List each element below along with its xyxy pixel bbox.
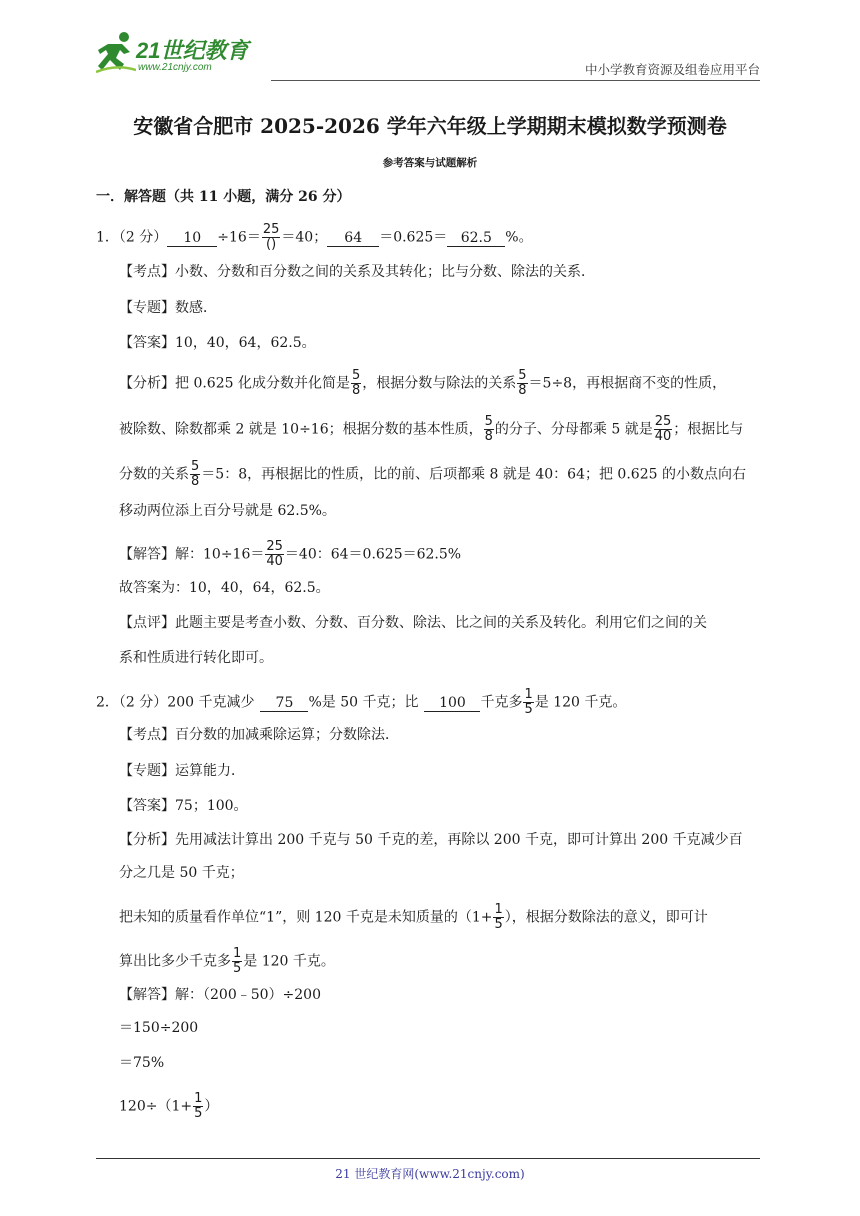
- question-text: ＝0.625＝: [379, 229, 448, 246]
- fraction: $\frac{1}{5}$: [494, 902, 503, 932]
- fenxi-line-1: 【分析】把 0.625 化成分数并化简是 $\frac{5}{8}$ ，根据分数与除法的关系 $\frac{5}{8}$ ＝5÷8，再根据商不变的性质，: [119, 368, 727, 398]
- question-text: ÷16＝: [217, 229, 261, 246]
- brand-logo: [96, 30, 266, 78]
- calc-step: ＝75%: [119, 1055, 165, 1071]
- jieda-line: 【解答】解：（200﹣50）÷200: [119, 987, 321, 1003]
- fraction: $\frac{5}{8}$: [484, 414, 493, 444]
- section-heading: 一．解答题（共 11 小题，满分 26 分）: [96, 189, 351, 205]
- page-header: [96, 30, 760, 80]
- fenxi-line-1: 【分析】先用减法计算出 200 千克与 50 千克的差，再除以 200 千克，即可计算出 200 千克减少百: [119, 832, 743, 848]
- fraction: $\frac{5}{8}$: [518, 368, 527, 398]
- fenxi-line-3: 分数的关系 $\frac{5}{8}$ ＝5：8，再根据比的性质，比的前、后项都乘 8 就是 40：64；把 0.625 的小数点向右: [119, 459, 746, 489]
- logo-title: 21世纪教育: [136, 38, 249, 63]
- fraction: $\frac{25}{40}$: [266, 539, 283, 569]
- calc-step: ＝150÷200: [119, 1020, 199, 1036]
- fraction: $\frac{5}{8}$: [351, 368, 361, 398]
- fraction: $\frac{25}{40}$: [654, 414, 672, 444]
- fraction: $\frac{1}{5}$: [194, 1091, 203, 1121]
- question-text: 千克多: [480, 694, 523, 711]
- answer-blank: 75: [260, 695, 308, 712]
- question-number: 2．: [96, 694, 119, 711]
- jieda-line: 【解答】解：10÷16＝ $\frac{25}{40}$ ＝40：64＝0.625＝62.5%: [119, 539, 462, 569]
- fraction: $\frac{25}{()}$: [262, 222, 280, 252]
- fraction: $\frac{5}{8}$: [191, 459, 200, 489]
- question-text: %是 50 千克；比: [308, 694, 419, 711]
- answer-blank: 10: [167, 230, 217, 247]
- header-divider: [271, 80, 760, 81]
- answer-blank: 62.5: [447, 230, 505, 247]
- runner-logo-icon: [96, 30, 136, 74]
- question-1-line: [96, 223, 533, 252]
- answer-blank: 64: [327, 230, 379, 247]
- answer-blank: 100: [424, 695, 480, 712]
- question-number: 1．: [96, 229, 119, 246]
- kaodian-line: 【考点】小数、分数和百分数之间的关系及其转化；比与分数、除法的关系．: [119, 264, 595, 280]
- page-title: 安徽省合肥市 2025-2026 学年六年级上学期期末模拟数学预测卷: [133, 114, 727, 138]
- daan-line: 【答案】75；100。: [119, 798, 248, 814]
- question-2-line: [96, 688, 626, 717]
- fenxi-line-4: 算出比多少千克多 $\frac{1}{5}$ 是 120 千克。: [119, 946, 335, 976]
- fraction: $\frac{1}{5}$: [233, 946, 242, 976]
- question-text: ＝40；: [281, 229, 328, 246]
- question-text: 是 120 千克。: [534, 694, 627, 711]
- kaodian-line: 【考点】百分数的加减乘除运算；分数除法．: [119, 727, 399, 743]
- question-text: 200 千克减少: [167, 694, 255, 711]
- question-score: （2 分）: [118, 229, 168, 246]
- dianping-line-2: 系和性质进行转化即可。: [119, 650, 273, 666]
- footer-divider: [96, 1158, 760, 1159]
- fenxi-line-3: 把未知的质量看作单位“1”，则 120 千克是未知质量的（1+ $\frac{1}{5}$ ），根据分数除法的意义，即可计: [119, 902, 708, 932]
- fenxi-line-2: 被除数、除数都乘 2 就是 10÷16；根据分数的基本性质， $\frac{5}{8}$ 的分子、分母都乘 5 就是 $\frac{25}{40}$ ；根据比与: [119, 414, 744, 444]
- zhuanti-line: 【专题】数感．: [119, 300, 217, 316]
- fenxi-line-4: 移动两位添上百分号就是 62.5%。: [119, 503, 336, 519]
- question-text: %。: [505, 229, 533, 246]
- zhuanti-line: 【专题】运算能力．: [119, 763, 245, 779]
- calc-step: 120÷（1+ $\frac{1}{5}$ ）: [119, 1091, 219, 1121]
- daan-line: 【答案】10，40，64，62.5。: [119, 335, 316, 351]
- question-score: （2 分）: [118, 694, 168, 711]
- page-footer: 21 世纪教育网(www.21cnjy.com): [335, 1167, 525, 1181]
- dianping-line-1: 【点评】此题主要是考查小数、分数、百分数、除法、比之间的关系及转化。利用它们之间的关: [119, 615, 707, 631]
- fenxi-line-2: 分之几是 50 千克；: [119, 865, 244, 881]
- fraction: $\frac{1}{5}$: [524, 687, 533, 717]
- answer-summary: 故答案为：10，40，64，62.5。: [119, 580, 330, 596]
- logo-url: www.21cnjy.com: [138, 62, 212, 73]
- header-tagline: 中小学教育资源及组卷应用平台: [584, 62, 760, 77]
- page-subtitle: 参考答案与试题解析: [382, 157, 478, 169]
